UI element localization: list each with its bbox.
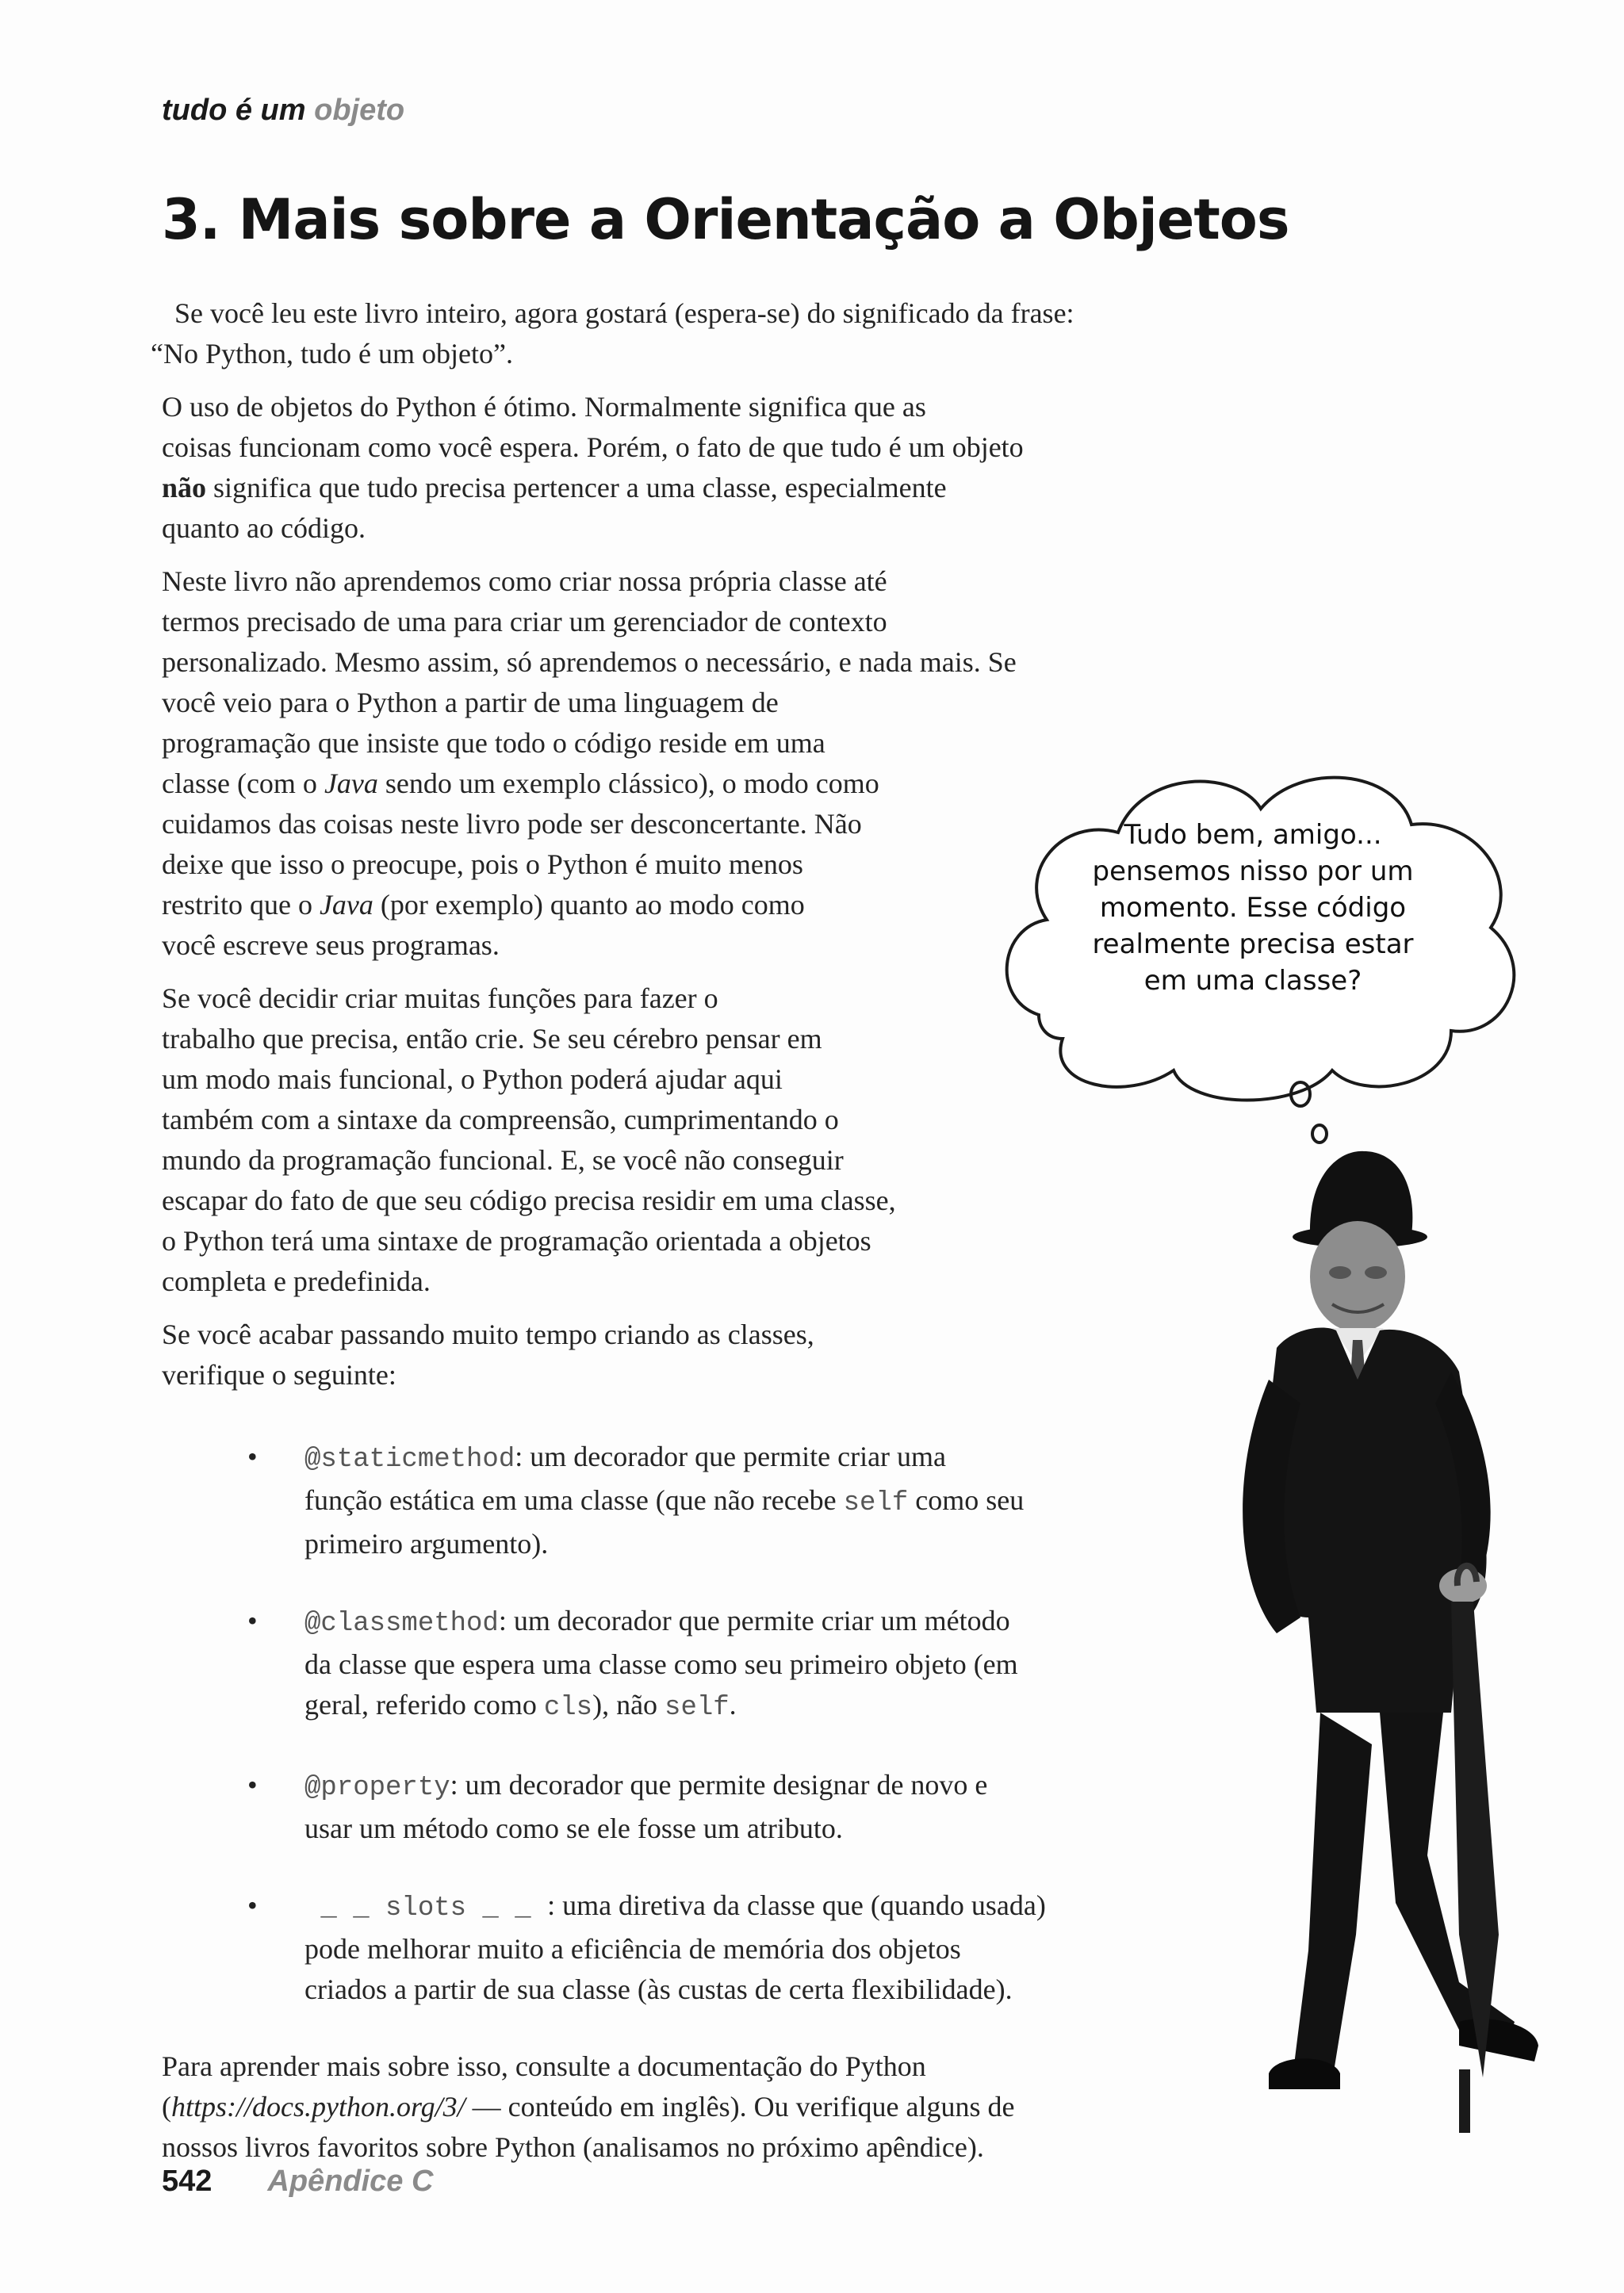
text-line: coisas funcionam como você espera. Porém, o fato de que tudo é um objeto [162, 431, 1024, 463]
code-term: @property [304, 1773, 450, 1803]
text-line: usar um método como se ele fosse um atributo. [304, 1813, 843, 1844]
text-line: também com a sintaxe da compreensão, cumprimentando o [162, 1104, 839, 1135]
code-term: self [665, 1693, 730, 1723]
emphasis-text: não [162, 472, 207, 503]
text-fragment: : um decorador que permite criar um método [498, 1605, 1010, 1636]
italic-term: Java [324, 768, 378, 799]
text-fragment: (por exemplo) quanto ao modo como [373, 889, 805, 921]
running-head-main: tudo é um [162, 94, 315, 127]
text-line [162, 468, 1240, 508]
bubble-line: em uma classe? [1143, 965, 1362, 997]
code-term: @staticmethod [304, 1445, 515, 1475]
text-line: quanto ao código. [162, 512, 366, 544]
text-line: você escreve seus programas. [162, 929, 500, 961]
bullet-icon: • [247, 1441, 258, 1472]
decorator-list [162, 1437, 1240, 2010]
text-line: verifique o seguinte: [162, 1359, 396, 1391]
text-line: você veio para o Python a partir de uma linguagem de [162, 687, 779, 718]
text-fragment: função estática em uma classe (que não recebe [304, 1484, 844, 1516]
list-item [247, 1765, 1240, 1849]
bubble-line: Tudo bem, amigo... [1124, 819, 1382, 851]
text-line: o Python terá uma sintaxe de programação orientada a objetos [162, 1225, 871, 1257]
text-line: um modo mais funcional, o Python poderá ajudar aqui [162, 1063, 783, 1095]
text-line [304, 1480, 1240, 1524]
bubble-line: realmente precisa estar [1092, 928, 1414, 960]
bullet-icon: • [247, 1769, 258, 1801]
bullet-icon: • [247, 1889, 258, 1921]
text-fragment: classe (com o [162, 768, 324, 799]
code-term: @classmethod [304, 1609, 499, 1639]
text-line: da classe que espera uma classe como seu primeiro objeto (em [304, 1648, 1018, 1680]
text-line: deixe que isso o preocupe, pois o Python é muito menos [162, 848, 803, 880]
text-line: programação que insiste que todo o código reside em uma [162, 727, 825, 759]
text-line [162, 2087, 1240, 2127]
list-item [247, 1885, 1240, 2010]
text-line: Neste livro não aprendemos como criar nossa própria classe até [162, 565, 887, 597]
running-head-accent: objeto [314, 94, 405, 127]
bubble-line: momento. Esse código [1099, 892, 1407, 924]
thought-bubble-text [1055, 817, 1451, 999]
text-line [304, 1885, 1240, 1929]
text-fragment: . [729, 1689, 737, 1721]
list-item [247, 1601, 1240, 1728]
running-head [162, 94, 404, 128]
text-line: Se você leu este livro inteiro, agora gostará (espera-se) do significado da frase: [174, 297, 1074, 329]
text-fragment: restrito que o [162, 889, 320, 921]
text-line [304, 1601, 1240, 1644]
code-term: _ _ slots _ _ [304, 1893, 548, 1924]
paragraph-5 [162, 1315, 1240, 1395]
paragraph-2 [162, 387, 1240, 549]
body-text [151, 293, 1240, 2180]
docs-url: https://docs.python.org/3/ [171, 2091, 465, 2123]
page-footer [162, 2165, 433, 2199]
text-line: pode melhorar muito a eficiência de memória dos objetos [304, 1933, 961, 1965]
text-line: Se você acabar passando muito tempo criando as classes, [162, 1319, 814, 1350]
text-line: personalizado. Mesmo assim, só aprendemos o necessário, e nada mais. Se [162, 646, 1017, 678]
text-fragment: como seu [908, 1484, 1025, 1516]
text-line: “No Python, tudo é um objeto”. [151, 338, 513, 369]
bubble-line: pensemos nisso por um [1092, 856, 1414, 887]
chapter-label: Apêndice C [267, 2165, 434, 2198]
page-number: 542 [162, 2165, 213, 2198]
text-line: cuidamos das coisas neste livro pode ser desconcertante. Não [162, 808, 862, 840]
text-fragment: : um decorador que permite designar de novo e [450, 1769, 988, 1801]
code-term: self [843, 1488, 909, 1518]
text-line [304, 1437, 1240, 1480]
text-line: mundo da programação funcional. E, se você não conseguir [162, 1144, 844, 1176]
text-line: termos precisado de uma para criar um gerenciador de contexto [162, 606, 887, 637]
text-fragment: : um decorador que permite criar uma [515, 1441, 947, 1472]
text-line: O uso de objetos do Python é ótimo. Normalmente significa que as [162, 391, 926, 423]
text-fragment: significa que tudo precisa pertencer a uma classe, especialmente [206, 472, 947, 503]
man-in-bowler-hat-photo [1221, 1142, 1570, 2172]
text-line: escapar do fato de que seu código precisa residir em uma classe, [162, 1185, 896, 1216]
text-line: trabalho que precisa, então crie. Se seu cérebro pensar em [162, 1023, 822, 1055]
text-line: Se você decidir criar muitas funções para fazer o [162, 982, 718, 1014]
text-line: primeiro argumento). [304, 1528, 549, 1560]
text-line [304, 1765, 1240, 1809]
text-line: Para aprender mais sobre isso, consulte a documentação do Python [162, 2050, 926, 2082]
text-line [304, 1685, 1240, 1728]
section-title: 3. Mais sobre a Orientação a Objetos [162, 187, 1289, 252]
text-fragment: geral, referido como [304, 1689, 544, 1721]
text-line: nossos livros favoritos sobre Python (analisamos no próximo apêndice). [162, 2131, 984, 2163]
code-term: cls [543, 1693, 593, 1723]
text-fragment: sendo um exemplo clássico), o modo como [377, 768, 879, 799]
list-item [247, 1437, 1240, 1564]
text-line: criados a partir de sua classe (às custas de certa flexibilidade). [304, 1973, 1013, 2005]
text-fragment: ), não [592, 1689, 665, 1721]
paragraph-6 [162, 2046, 1240, 2168]
text-fragment: — conteúdo em inglês). Ou verifique alguns de [465, 2091, 1015, 2123]
thought-dot-small [1312, 1125, 1327, 1143]
bullet-icon: • [247, 1605, 258, 1636]
paragraph-1 [151, 293, 1240, 374]
text-fragment: ( [162, 2091, 171, 2123]
text-fragment: : uma diretiva da classe que (quando usada) [547, 1889, 1046, 1921]
text-line: completa e predefinida. [162, 1265, 431, 1297]
italic-term: Java [319, 889, 373, 921]
